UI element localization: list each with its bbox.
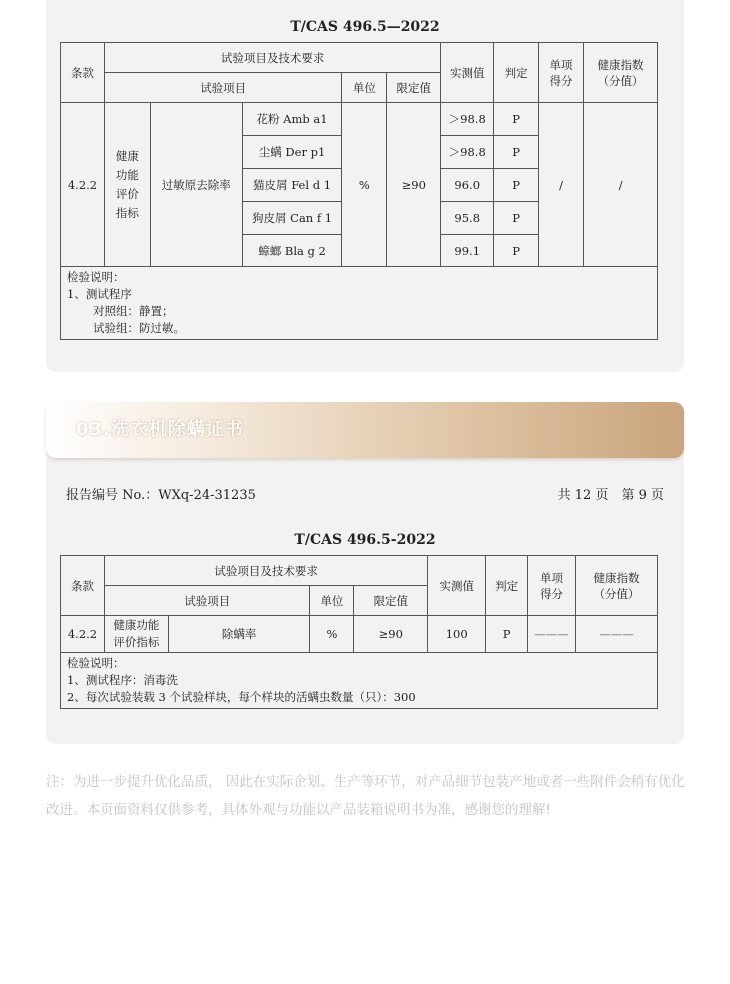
- unit-value: %: [310, 616, 354, 653]
- allergen-name: 猫皮屑 Fel d 1: [242, 169, 342, 202]
- header-unit: 单位: [342, 73, 387, 103]
- section-title: 03.洗衣机除螨证书: [76, 419, 244, 440]
- allergen-name: 尘螨 Der p1: [242, 136, 342, 169]
- judge-value: P: [494, 136, 539, 169]
- allergen-name: 蟑螂 Bla g 2: [242, 235, 342, 267]
- category-value: 健康功能评价指标: [104, 103, 150, 267]
- judge-value: P: [486, 616, 528, 653]
- measured-value: 95.8: [441, 202, 494, 235]
- measured-value: 100: [428, 616, 486, 653]
- notes-line: 试验组：防过敏。: [93, 321, 185, 335]
- allergen-name: 花粉 Amb a1: [242, 103, 342, 136]
- item-value: 除螨率: [168, 616, 310, 653]
- judge-value: P: [494, 169, 539, 202]
- health-value: /: [584, 103, 658, 267]
- unit-value: %: [342, 103, 387, 267]
- report-number: 报告编号 No.：WXq-24-31235: [66, 488, 256, 503]
- header-score: 单项得分: [528, 556, 576, 616]
- disclaimer-note: 注：为进一步提升优化品质， 因此在实际企划、生产等环节，对产品细节包装产地或者一些附件会稍有优化改进。本页面资料仅供参考，具体外观与功能以产品装箱说明书为准，感谢您的理解!: [46, 774, 685, 818]
- header-judge: 判定: [486, 556, 528, 616]
- header-unit: 单位: [310, 586, 354, 616]
- allergen-test-table: [60, 42, 658, 340]
- test-notes: [61, 653, 658, 709]
- header-health-index: 健康指数（分值）: [584, 43, 658, 103]
- standard-title: T/CAS 496.5—2022: [290, 19, 440, 35]
- measured-value: 96.0: [441, 169, 494, 202]
- header-judge: 判定: [494, 43, 539, 103]
- measured-value: ＞98.8: [441, 103, 494, 136]
- section-banner: [46, 402, 684, 458]
- judge-value: P: [494, 103, 539, 136]
- header-limit: 限定值: [387, 73, 441, 103]
- notes-line: 1、测试程序: [67, 287, 132, 301]
- clause-value: 4.2.2: [61, 103, 105, 267]
- header-clause: 条款: [61, 43, 105, 103]
- clause-value: 4.2.2: [61, 616, 105, 653]
- score-value: ———: [528, 616, 576, 653]
- header-test-item: 试验项目: [104, 586, 310, 616]
- category-value: 健康功能评价指标: [104, 616, 168, 653]
- notes-line: 1、测试程序：消毒洗: [67, 673, 178, 687]
- header-test-item: 试验项目: [104, 73, 341, 103]
- health-value: ———: [576, 616, 658, 653]
- header-test-group: 试验项目及技术要求: [104, 556, 427, 586]
- allergen-name: 狗皮屑 Can f 1: [242, 202, 342, 235]
- limit-value: ≥90: [354, 616, 428, 653]
- header-score: 单项得分: [539, 43, 584, 103]
- notes-line: 2、每次试验装载 3 个试验样块，每个样块的活螨虫数量（只）：300: [67, 690, 416, 704]
- certificate-card-mite: [46, 402, 684, 744]
- limit-value: ≥90: [387, 103, 441, 267]
- header-limit: 限定值: [354, 586, 428, 616]
- header-clause: 条款: [61, 556, 105, 616]
- notes-heading: 检验说明：: [67, 656, 125, 670]
- judge-value: P: [494, 202, 539, 235]
- header-test-group: 试验项目及技术要求: [104, 43, 440, 73]
- certificate-card-allergen: [46, 0, 684, 372]
- notes-line: 对照组：静置；: [93, 304, 174, 318]
- measured-value: ＞98.8: [441, 136, 494, 169]
- mite-test-table: [60, 555, 658, 709]
- header-measured: 实测值: [441, 43, 494, 103]
- notes-heading: 检验说明：: [67, 270, 125, 284]
- page-count: 共 12 页 第 9 页: [557, 488, 664, 503]
- header-measured: 实测值: [428, 556, 486, 616]
- score-value: /: [539, 103, 584, 267]
- test-notes: [61, 267, 658, 340]
- judge-value: P: [494, 235, 539, 267]
- header-health-index: 健康指数（分值）: [576, 556, 658, 616]
- item-value: 过敏原去除率: [150, 103, 242, 267]
- standard-title: T/CAS 496.5-2022: [294, 532, 436, 548]
- measured-value: 99.1: [441, 235, 494, 267]
